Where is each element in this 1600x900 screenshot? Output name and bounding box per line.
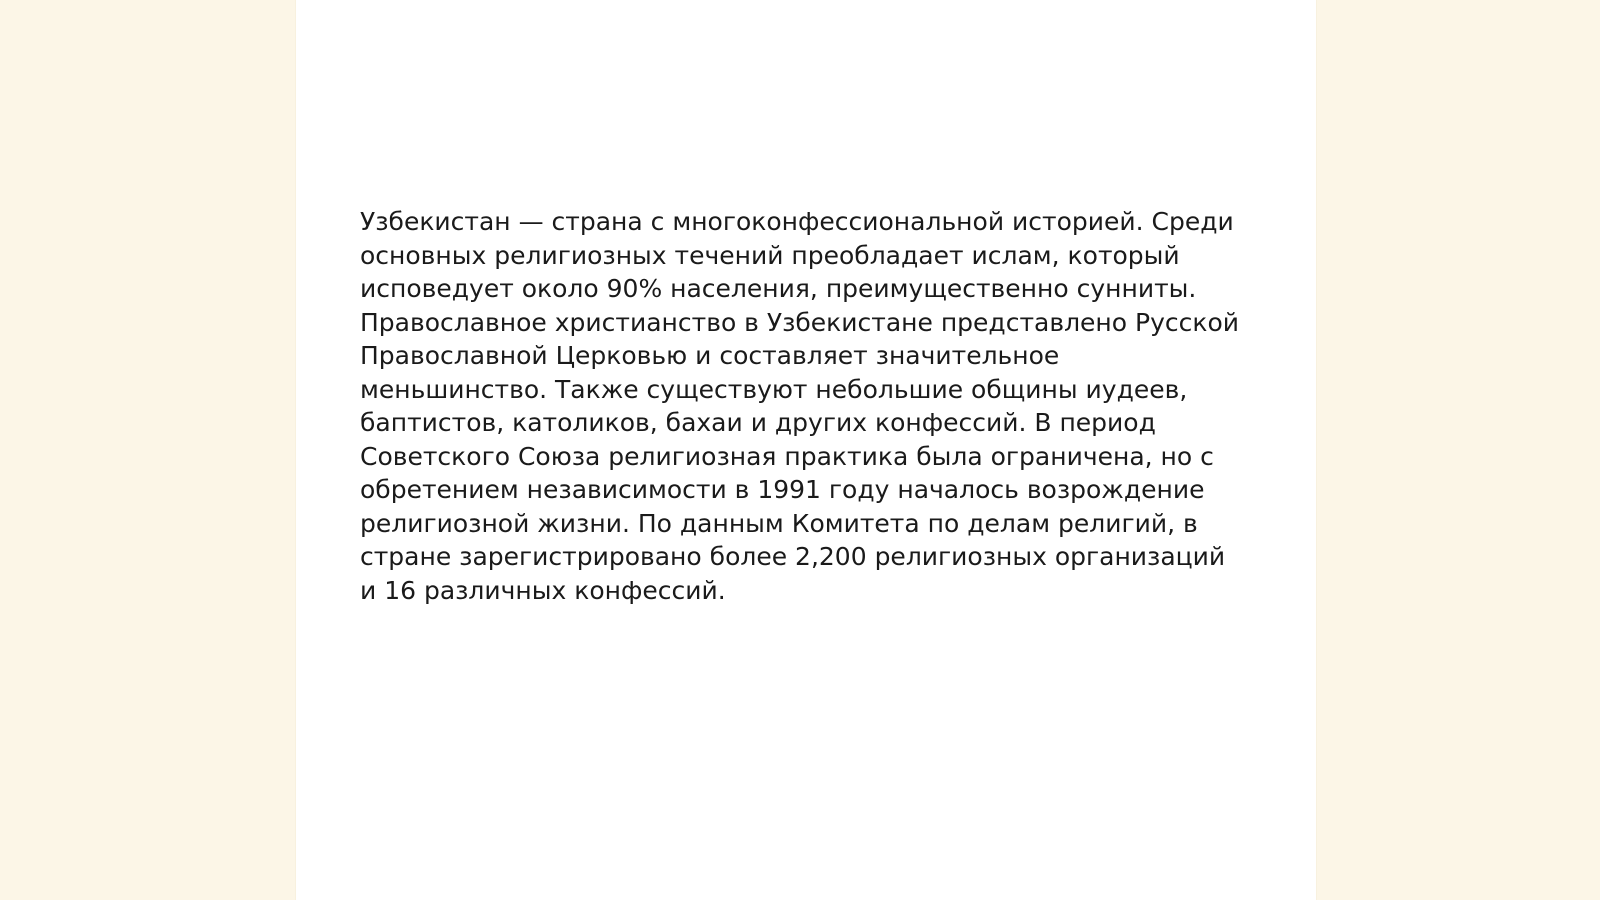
document-content <box>360 205 1240 607</box>
document-page <box>296 0 1316 900</box>
body-paragraph: Узбекистан — страна с многоконфессиональной историей. Среди основных религиозных течений преобладает ислам, который исповедует около 90% населения, преимущественно сунниты. Православное христианство в Узбекистане представлено Русской Православной Церковью и составляет значительное меньшинство. Также существуют небольшие общины иудеев, баптистов, католиков, бахаи и других конфессий. В период Советского Союза религиозная практика была ограничена, но с обретением независимости в 1991 году началось возрождение религиозной жизни. По данным Комитета по делам религий, в стране зарегистрировано более 2,200 религиозных организаций и 16 различных конфессий. <box>360 207 1240 605</box>
